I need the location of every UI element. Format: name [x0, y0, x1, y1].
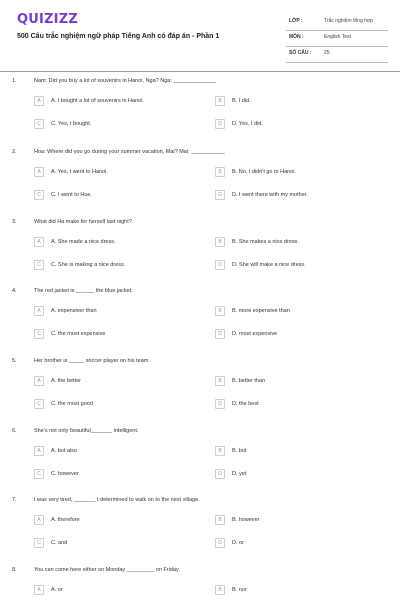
option-letter-box[interactable]: C	[34, 190, 44, 200]
option-letter-box[interactable]: A	[34, 585, 44, 595]
question-text: Her brother is _____ soccer player on his team.	[34, 358, 150, 364]
option-text: A. therefore	[51, 517, 80, 523]
option-letter-box[interactable]: A	[34, 446, 44, 456]
option-text: A. expensiver than	[51, 308, 97, 314]
answer-option[interactable]	[34, 190, 174, 202]
option-text: B. more expensive than	[232, 308, 290, 314]
option-letter-box[interactable]: A	[34, 306, 44, 316]
option-text: D. most expensive	[232, 331, 278, 337]
option-letter-box[interactable]: B	[215, 515, 225, 525]
option-text: C. I went to Hue.	[51, 192, 92, 198]
answer-option[interactable]	[215, 306, 355, 318]
answer-option[interactable]	[215, 260, 355, 272]
question-text: The red jacket is ______ the blue jacket.	[34, 288, 133, 294]
answer-option[interactable]	[215, 538, 355, 550]
option-letter-box[interactable]: B	[215, 446, 225, 456]
option-letter-box[interactable]: B	[215, 585, 225, 595]
question-number: 4.	[12, 288, 17, 294]
question-item	[0, 219, 400, 289]
answer-option[interactable]	[34, 446, 174, 458]
answer-option[interactable]	[34, 538, 174, 550]
answer-option[interactable]	[215, 399, 355, 411]
option-letter-box[interactable]: C	[34, 260, 44, 270]
option-text: D. the best	[232, 401, 259, 407]
answer-option[interactable]	[34, 119, 174, 131]
answer-option[interactable]	[34, 167, 174, 179]
meta-label: SỐ CÂU :	[289, 50, 312, 56]
question-text: She's not only beautiful_______ intelligent.	[34, 428, 139, 434]
answer-option[interactable]	[215, 119, 355, 131]
option-letter-box[interactable]: C	[34, 538, 44, 548]
question-text: You can come here either on Monday _________ on Friday.	[34, 567, 180, 573]
option-letter-box[interactable]: A	[34, 167, 44, 177]
option-letter-box[interactable]: B	[215, 306, 225, 316]
answer-option[interactable]	[215, 96, 355, 108]
question-number: 7.	[12, 497, 17, 503]
question-number: 2.	[12, 149, 17, 155]
option-text: B. She makes a nice dress.	[232, 239, 299, 245]
option-letter-box[interactable]: B	[215, 237, 225, 247]
question-item	[0, 149, 400, 219]
option-text: A. Yes, I went to Hanoi.	[51, 169, 108, 175]
answer-option[interactable]	[215, 237, 355, 249]
option-text: D. I went there with my mother.	[232, 192, 308, 198]
question-item	[0, 497, 400, 567]
question-number: 3.	[12, 219, 17, 225]
option-letter-box[interactable]: D	[215, 119, 225, 129]
option-text: D. or	[232, 540, 244, 546]
question-text: I was very tired, _______ I determined to walk on to the next village.	[34, 497, 200, 503]
option-text: D. Yes, I did.	[232, 121, 263, 127]
option-text: C. the most expensive	[51, 331, 106, 337]
question-text: Nam: Did you buy a lot of souvenirs in Hanoi, Nga? Nga: ______________	[34, 78, 217, 84]
option-letter-box[interactable]: D	[215, 538, 225, 548]
option-text: D. She will make a nice dress.	[232, 262, 306, 268]
question-text: What did Ha make for herself last night?	[34, 219, 132, 225]
option-letter-box[interactable]: D	[215, 329, 225, 339]
option-text: B. but	[232, 448, 247, 454]
answer-option[interactable]	[34, 237, 174, 249]
answer-option[interactable]	[215, 469, 355, 481]
answer-option[interactable]	[34, 329, 174, 341]
question-item	[0, 358, 400, 428]
question-number: 5.	[12, 358, 17, 364]
question-item	[0, 428, 400, 498]
answer-option[interactable]	[34, 469, 174, 481]
option-letter-box[interactable]: B	[215, 96, 225, 106]
option-letter-box[interactable]: A	[34, 515, 44, 525]
option-letter-box[interactable]: A	[34, 96, 44, 106]
option-text: D. yet	[232, 471, 247, 477]
option-text: A. I bought a lot of souvenirs in Hanoi.	[51, 98, 144, 104]
question-item	[0, 567, 400, 600]
option-text: C. the most good	[51, 401, 93, 407]
meta-value: Trắc nghiệm tổng hợp	[324, 18, 373, 24]
meta-label: MÔN :	[289, 34, 304, 40]
meta-value: English Test	[324, 34, 351, 40]
option-letter-box[interactable]: C	[34, 329, 44, 339]
option-letter-box[interactable]: D	[215, 399, 225, 409]
meta-value: 25	[324, 50, 330, 56]
option-letter-box[interactable]: C	[34, 469, 44, 479]
answer-option[interactable]	[215, 515, 355, 527]
option-letter-box[interactable]: A	[34, 376, 44, 386]
option-letter-box[interactable]: A	[34, 237, 44, 247]
question-text: Hoa: Where did you go during your summer vacation, Mai? Mai: ___________	[34, 149, 225, 155]
quizizz-logo: QUIZIZZ	[17, 12, 78, 27]
question-item	[0, 288, 400, 358]
answer-option[interactable]	[34, 585, 174, 597]
meta-label: LỚP :	[289, 18, 303, 24]
question-number: 1.	[12, 78, 17, 84]
answer-option[interactable]	[34, 399, 174, 411]
option-letter-box[interactable]: C	[34, 399, 44, 409]
option-text: B. better than	[232, 378, 266, 384]
answer-option[interactable]	[215, 446, 355, 458]
option-text: C. Yes, I bought.	[51, 121, 92, 127]
option-letter-box[interactable]: D	[215, 190, 225, 200]
option-letter-box[interactable]: B	[215, 376, 225, 386]
option-text: B. I did.	[232, 98, 251, 104]
answer-option[interactable]	[215, 329, 355, 341]
option-text: C. She is making a nice dress.	[51, 262, 126, 268]
answer-option[interactable]	[34, 376, 174, 388]
question-number: 8.	[12, 567, 17, 573]
option-text: B. however	[232, 517, 260, 523]
question-item	[0, 78, 400, 148]
option-text: B. nor	[232, 587, 247, 593]
option-text: B. No, I didn't go to Hanoi.	[232, 169, 297, 175]
option-text: A. but also	[51, 448, 77, 454]
option-text: A. the better	[51, 378, 81, 384]
answer-option[interactable]	[215, 167, 355, 179]
worksheet-title: 500 Câu trắc nghiệm ngữ pháp Tiếng Anh có đáp án - Phần 1	[17, 33, 220, 40]
answer-option[interactable]	[34, 260, 174, 272]
option-text: A. She made a nice dress.	[51, 239, 116, 245]
answer-option[interactable]	[215, 190, 355, 202]
option-text: A. or	[51, 587, 63, 593]
question-number: 6.	[12, 428, 17, 434]
option-text: C. however	[51, 471, 79, 477]
answer-option[interactable]	[215, 585, 355, 597]
option-letter-box[interactable]: D	[215, 260, 225, 270]
option-letter-box[interactable]: D	[215, 469, 225, 479]
answer-option[interactable]	[34, 96, 174, 108]
answer-option[interactable]	[215, 376, 355, 388]
option-text: C. and	[51, 540, 68, 546]
option-letter-box[interactable]: B	[215, 167, 225, 177]
answer-option[interactable]	[34, 515, 174, 527]
answer-option[interactable]	[34, 306, 174, 318]
option-letter-box[interactable]: C	[34, 119, 44, 129]
